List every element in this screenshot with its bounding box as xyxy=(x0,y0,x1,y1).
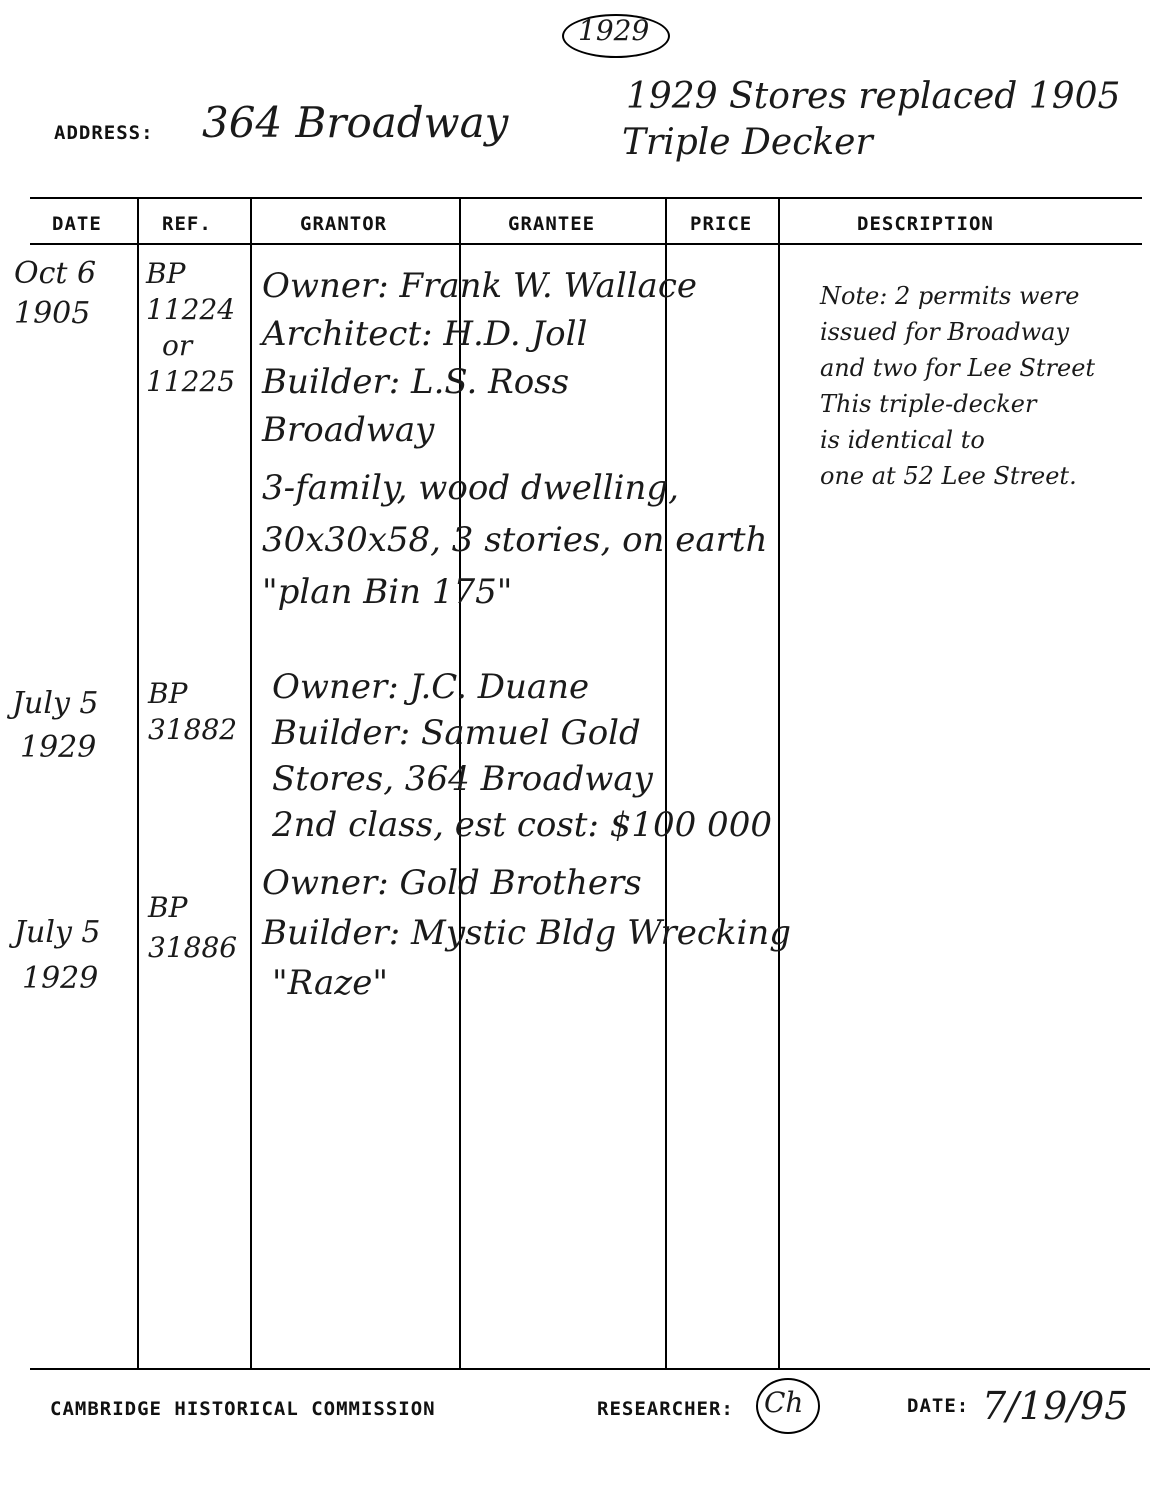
entry-line: Builder: Mystic Bldg Wrecking xyxy=(262,913,792,953)
researcher-label: RESEARCHER: xyxy=(597,1398,734,1420)
entry-line: Owner: Frank W. Wallace xyxy=(262,266,697,306)
entry-line: "plan Bin 175" xyxy=(262,572,513,612)
col-header-description: DESCRIPTION xyxy=(857,213,994,235)
col-header-date: DATE xyxy=(52,213,102,235)
entry-line: Builder: Samuel Gold xyxy=(272,713,641,753)
entry-line: Owner: Gold Brothers xyxy=(262,863,642,903)
col-header-grantee: GRANTEE xyxy=(508,213,596,235)
entry-line: 3-family, wood dwelling, xyxy=(262,468,679,508)
entry-line: "Raze" xyxy=(272,963,388,1003)
col-divider-2 xyxy=(250,199,252,1369)
entry-date: July 5 1929 xyxy=(12,686,99,765)
entry-text xyxy=(262,262,767,616)
table-header-border xyxy=(30,243,1142,245)
col-header-ref: REF. xyxy=(162,213,212,235)
entry-line: Owner: J.C. Duane xyxy=(272,667,590,707)
entry-text xyxy=(262,858,791,1008)
entry-ref: BP 11224 or 11225 xyxy=(146,257,236,398)
address-label: ADDRESS: xyxy=(54,122,154,144)
entry-text xyxy=(272,664,772,848)
col-divider-5 xyxy=(778,199,780,1369)
header-note-line1: 1929 Stores replaced 1905 xyxy=(626,76,1121,117)
entry-date: July 5 1929 xyxy=(14,915,101,996)
table-top-border xyxy=(30,197,1142,199)
commission-name: CAMBRIDGE HISTORICAL COMMISSION xyxy=(50,1398,436,1420)
entry-line: 2nd class, est cost: $100 000 xyxy=(272,805,772,845)
entry-date: Oct 6 1905 xyxy=(14,256,97,331)
col-header-grantor: GRANTOR xyxy=(300,213,388,235)
entry-line: 30x30x58, 3 stories, on earth xyxy=(262,520,768,560)
researcher-initials: Ch xyxy=(764,1386,804,1419)
entry-line: Architect: H.D. Joll xyxy=(262,314,588,354)
entry-line: Broadway xyxy=(262,410,435,450)
col-header-price: PRICE xyxy=(690,213,753,235)
header-note-line2: Triple Decker xyxy=(622,122,873,163)
col-divider-1 xyxy=(137,199,139,1369)
year-stamp-text: 1929 xyxy=(578,14,650,47)
description-note: Note: 2 permits were issued for Broadway and two for Lee Street This triple-decker is identical to one at 52 Lee Street. xyxy=(820,282,1096,490)
entry-line: Stores, 364 Broadway xyxy=(272,759,653,799)
table-bottom-border xyxy=(30,1368,1150,1370)
entry-ref: BP 31886 xyxy=(148,891,238,964)
entry-line: Builder: L.S. Ross xyxy=(262,362,570,402)
address-value: 364 Broadway xyxy=(202,98,509,147)
entry-ref: BP 31882 xyxy=(148,677,238,746)
date-value: 7/19/95 xyxy=(982,1384,1129,1428)
date-label: DATE: xyxy=(907,1395,970,1417)
